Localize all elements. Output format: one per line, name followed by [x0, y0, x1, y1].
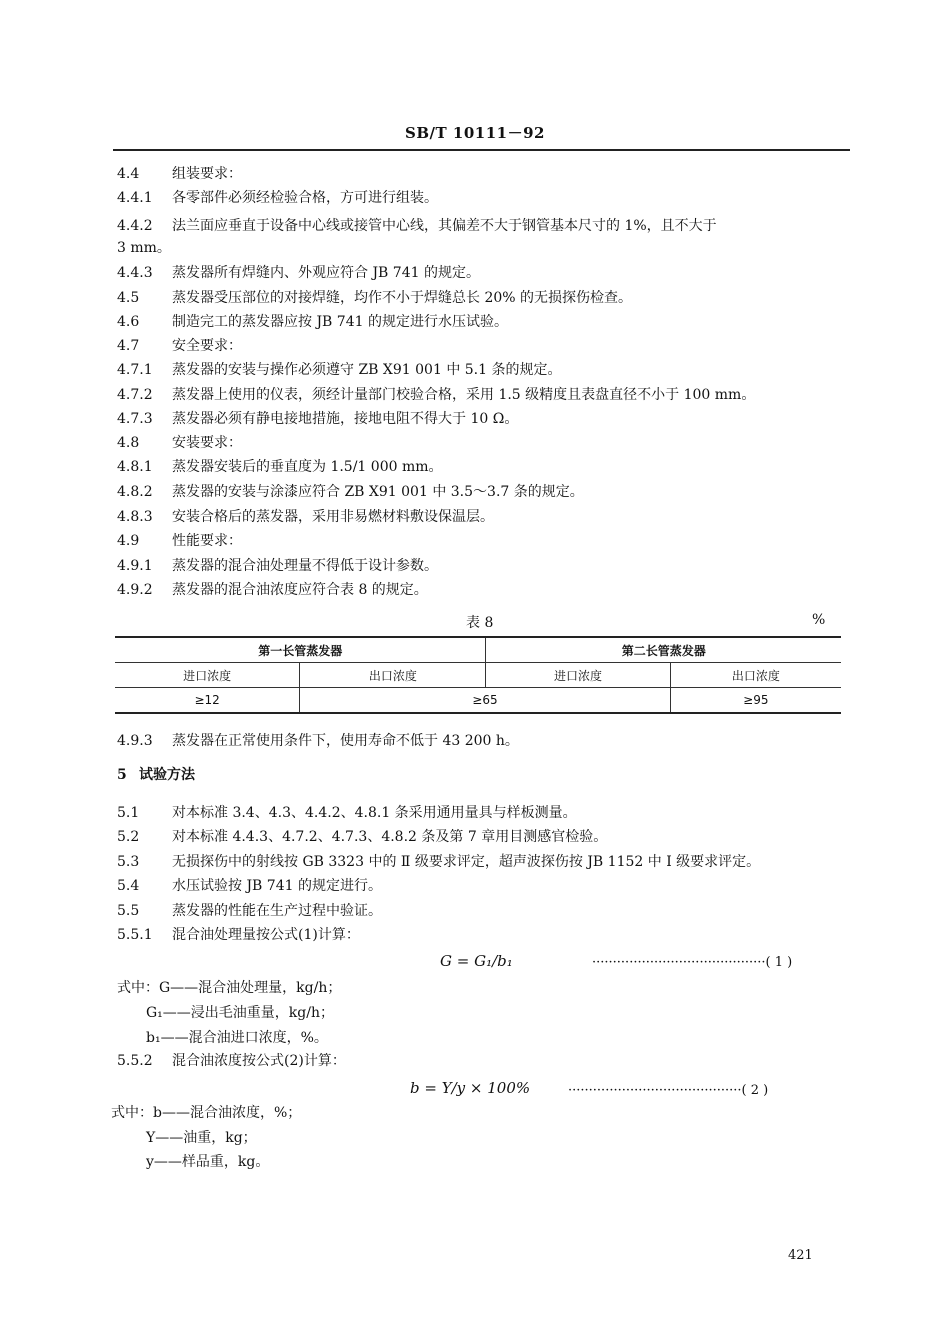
table-cell: ≥65 — [300, 688, 670, 714]
clause-line: 5.4 水压试验按 JB 741 的规定进行。 — [117, 878, 382, 894]
clause-line: 4.7.1 蒸发器的安装与操作必须遵守 ZB X91 001 中 5.1 条的规定。 — [117, 362, 562, 378]
table-group-header: 第二长管蒸发器 — [486, 637, 841, 663]
variable-definition: y——样品重，kg。 — [146, 1154, 270, 1170]
clause-line: 4.9.3 蒸发器在正常使用条件下，使用寿命不低于 43 200 h。 — [117, 733, 519, 749]
table-column-header: 出口浓度 — [670, 663, 841, 688]
clause-line: 4.4.3 蒸发器所有焊缝内、外观应符合 JB 741 的规定。 — [117, 265, 480, 281]
clause-line: 5.5.2 混合油浓度按公式(2)计算： — [117, 1053, 346, 1069]
variable-definition: b₁——混合油进口浓度，%。 — [146, 1030, 328, 1046]
variable-definition: Y——油重，kg； — [146, 1130, 257, 1146]
clause-line: 5.5 蒸发器的性能在生产过程中验证。 — [117, 903, 382, 919]
clause-line: 4.7 安全要求： — [117, 338, 242, 354]
table-8 — [115, 636, 841, 714]
clause-line: 4.8.2 蒸发器的安装与涂漆应符合 ZB X91 001 中 3.5～3.7 条的规定。 — [117, 484, 584, 500]
clause-line-continued: 3 mm。 — [117, 240, 171, 256]
clause-line: 4.7.3 蒸发器必须有静电接地措施，接地电阻不得大于 10 Ω。 — [117, 411, 519, 427]
header-rule — [113, 149, 850, 151]
table-cell: ≥95 — [670, 688, 841, 714]
clause-line: 4.8.3 安装合格后的蒸发器，采用非易燃材料敷设保温层。 — [117, 509, 494, 525]
table-column-header: 进口浓度 — [115, 663, 300, 688]
clause-line: 4.9.1 蒸发器的混合油处理量不得低于设计参数。 — [117, 558, 438, 574]
variable-definition: 式中：b——混合油浓度，%； — [111, 1105, 302, 1121]
clause-line: 4.9.2 蒸发器的混合油浓度应符合表 8 的规定。 — [117, 582, 428, 598]
table-caption: 表 8 — [466, 615, 494, 631]
clause-line: 4.9 性能要求： — [117, 533, 242, 549]
clause-line: 4.4 组装要求： — [117, 166, 242, 182]
clause-line: 4.4.1 各零部件必须经检验合格，方可进行组装。 — [117, 190, 438, 206]
clause-line: 4.8 安装要求： — [117, 435, 242, 451]
page-number: 421 — [788, 1248, 813, 1263]
clause-line: 4.4.2 法兰面应垂直于设备中心线或接管中心线，其偏差不大于钢管基本尺寸的 1%，且不大于 — [117, 218, 717, 234]
clause-line: 5.3 无损探伤中的射线按 GB 3323 中的 Ⅱ 级要求评定，超声波探伤按 JB 1152 中 Ⅰ 级要求评定。 — [117, 854, 761, 870]
clause-line: 5.1 对本标准 3.4、4.3、4.4.2、4.8.1 条采用通用量具与样板测量。 — [117, 805, 577, 821]
section-heading: 5 试验方法 — [117, 767, 195, 783]
table-cell: ≥12 — [115, 688, 300, 714]
variable-definition: G₁——浸出毛油重量，kg/h； — [146, 1005, 334, 1021]
clause-line: 5.2 对本标准 4.4.3、4.7.2、4.7.3、4.8.2 条及第 7 章用目测感官检验。 — [117, 829, 608, 845]
clause-line: 5.5.1 混合油处理量按公式(1)计算： — [117, 927, 360, 943]
variable-definition: 式中：G——混合油处理量，kg/h； — [117, 980, 342, 996]
clause-line: 4.5 蒸发器受压部位的对接焊缝，均作不小于焊缝总长 20% 的无损探伤检查。 — [117, 290, 633, 306]
table-column-header: 出口浓度 — [300, 663, 486, 688]
formula-1: G = G₁/b₁ — [440, 952, 513, 970]
table-unit: % — [812, 612, 826, 628]
table-group-header: 第一长管蒸发器 — [115, 637, 486, 663]
clause-line: 4.6 制造完工的蒸发器应按 JB 741 的规定进行水压试验。 — [117, 314, 508, 330]
clause-line: 4.8.1 蒸发器安装后的垂直度为 1.5/1 000 mm。 — [117, 459, 443, 475]
formula-1-number: ··········································( 1 ) — [592, 955, 793, 970]
formula-2-number: ··········································( 2 ) — [568, 1083, 769, 1098]
formula-2: b = Y/y × 100% — [410, 1079, 531, 1097]
document-header: SB/T 10111－92 — [405, 124, 545, 142]
table-column-header: 进口浓度 — [486, 663, 670, 688]
clause-line: 4.7.2 蒸发器上使用的仪表，须经计量部门校验合格，采用 1.5 级精度且表盘直径不小于 100 mm。 — [117, 387, 756, 403]
